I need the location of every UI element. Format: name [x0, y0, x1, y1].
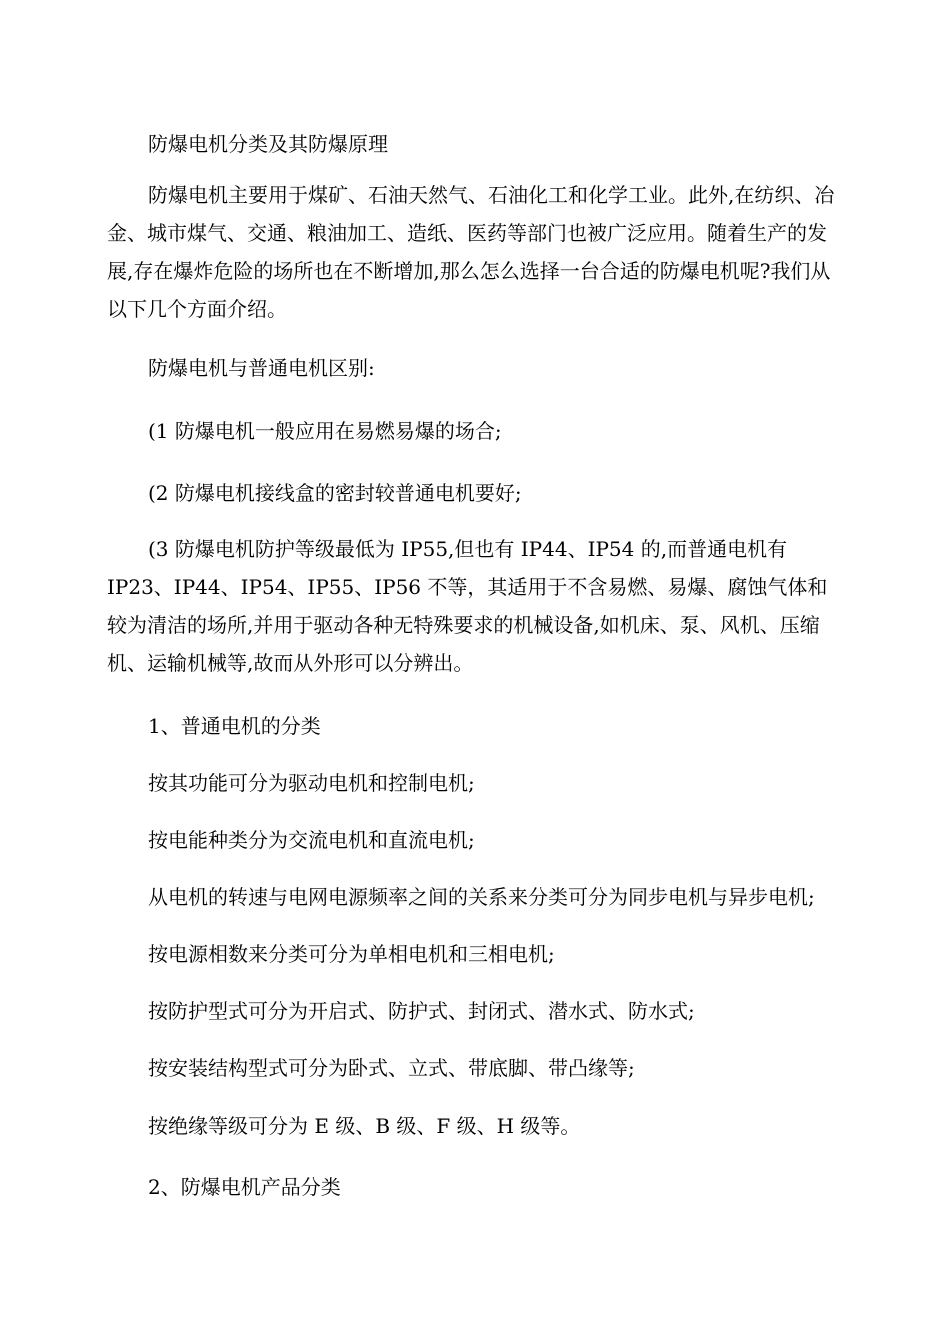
difference-heading: 防爆电机与普通电机区别: [148, 356, 375, 380]
list-item: 从电机的转速与电网电源频率之间的关系来分类可分为同步电机与异步电机; [148, 885, 815, 909]
section-1-heading: 1、普通电机的分类 [148, 714, 321, 738]
difference-item-2: (2 防爆电机接线盒的密封较普通电机要好; [148, 481, 522, 505]
list-item: 按电源相数来分类可分为单相电机和三相电机; [148, 942, 555, 966]
list-item: 按安装结构型式可分为卧式、立式、带底脚、带凸缘等; [148, 1056, 635, 1080]
difference-item-3: (3 防爆电机防护等级最低为 IP55,但也有 IP44、IP54 的,而普通电机有 IP23、IP44、IP54、IP55、IP56 不等，其适用于不含易燃、易爆、腐蚀气体和较为清洁的场所,并用于驱动各种无特殊要求的机械设备,如机床、泵、风机、压缩机、运输机械等,故而从外形可以分辨出。 [107, 537, 828, 675]
section-2-heading: 2、防爆电机产品分类 [148, 1175, 341, 1199]
difference-item-1: (1 防爆电机一般应用在易燃易爆的场合; [148, 419, 502, 443]
list-item: 按其功能可分为驱动电机和控制电机; [148, 771, 475, 795]
intro-paragraph: 防爆电机主要用于煤矿、石油天然气、石油化工和化学工业。此外,在纺织、冶金、城市煤气、交通、粮油加工、造纸、医药等部门也被广泛应用。随着生产的发展,存在爆炸危险的场所也在不断增加,那么怎么选择一台合适的防爆电机呢?我们从以下几个方面介绍。 [107, 183, 835, 321]
document-title: 防爆电机分类及其防爆原理 [148, 132, 388, 156]
list-item: 按绝缘等级可分为 E 级、B 级、F 级、H 级等。 [148, 1114, 581, 1138]
list-item: 按防护型式可分为开启式、防护式、封闭式、潜水式、防水式; [148, 999, 695, 1023]
list-item: 按电能种类分为交流电机和直流电机; [148, 828, 475, 852]
